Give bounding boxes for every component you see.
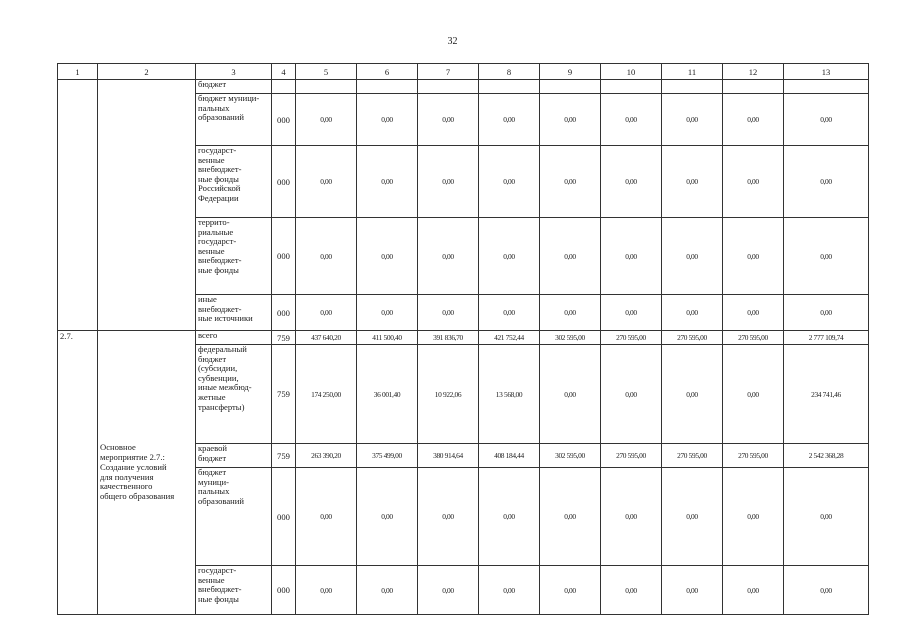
value-cell: 0,00 bbox=[723, 468, 784, 566]
funding-source-cell: бюджет bbox=[196, 80, 272, 94]
value-cell: 270 595,00 bbox=[601, 331, 662, 345]
value-cell: 0,00 bbox=[723, 295, 784, 331]
value-cell: 0,00 bbox=[357, 566, 418, 615]
value-cell: 0,00 bbox=[723, 345, 784, 444]
value-cell bbox=[662, 80, 723, 94]
funding-source-cell: всего bbox=[196, 331, 272, 345]
funding-source-cell: государст- венные внебюджет- ные фонды Российской Федерации bbox=[196, 146, 272, 218]
funding-source-cell: бюджет муници- пальных образований bbox=[196, 94, 272, 146]
code-cell: 759 bbox=[272, 444, 296, 468]
value-cell: 0,00 bbox=[418, 146, 479, 218]
value-cell: 0,00 bbox=[357, 94, 418, 146]
value-cell: 0,00 bbox=[540, 345, 601, 444]
column-header: 12 bbox=[723, 64, 784, 80]
value-cell: 0,00 bbox=[418, 566, 479, 615]
value-cell: 0,00 bbox=[357, 295, 418, 331]
value-cell bbox=[296, 80, 357, 94]
table-row bbox=[58, 331, 869, 345]
code-cell: 000 bbox=[272, 566, 296, 615]
value-cell: 0,00 bbox=[723, 218, 784, 295]
value-cell: 0,00 bbox=[723, 566, 784, 615]
value-cell: 0,00 bbox=[418, 218, 479, 295]
value-cell: 0,00 bbox=[296, 295, 357, 331]
funding-source-cell: краевой бюджет bbox=[196, 444, 272, 468]
value-cell: 0,00 bbox=[296, 566, 357, 615]
value-cell: 0,00 bbox=[723, 146, 784, 218]
value-cell: 0,00 bbox=[784, 566, 869, 615]
column-header: 5 bbox=[296, 64, 357, 80]
value-cell: 302 595,00 bbox=[540, 444, 601, 468]
value-cell: 0,00 bbox=[357, 146, 418, 218]
value-cell: 0,00 bbox=[479, 295, 540, 331]
value-cell: 0,00 bbox=[296, 94, 357, 146]
value-cell: 0,00 bbox=[601, 295, 662, 331]
value-cell: 270 595,00 bbox=[601, 444, 662, 468]
column-header: 13 bbox=[784, 64, 869, 80]
value-cell: 0,00 bbox=[540, 146, 601, 218]
value-cell: 0,00 bbox=[479, 94, 540, 146]
column-header: 8 bbox=[479, 64, 540, 80]
value-cell: 0,00 bbox=[601, 94, 662, 146]
value-cell: 270 595,00 bbox=[723, 331, 784, 345]
value-cell: 0,00 bbox=[601, 345, 662, 444]
measure-name-cell: Основное мероприятие 2.7.: Создание условий для получения качественного общего образования bbox=[98, 331, 196, 615]
value-cell: 234 741,46 bbox=[784, 345, 869, 444]
budget-table bbox=[57, 63, 869, 615]
value-cell: 0,00 bbox=[479, 566, 540, 615]
value-cell: 375 499,00 bbox=[357, 444, 418, 468]
value-cell: 437 640,20 bbox=[296, 331, 357, 345]
column-header: 4 bbox=[272, 64, 296, 80]
value-cell: 0,00 bbox=[662, 295, 723, 331]
value-cell bbox=[479, 80, 540, 94]
value-cell: 36 001,40 bbox=[357, 345, 418, 444]
value-cell: 270 595,00 bbox=[662, 444, 723, 468]
code-cell bbox=[272, 80, 296, 94]
value-cell: 0,00 bbox=[540, 94, 601, 146]
value-cell: 270 595,00 bbox=[723, 444, 784, 468]
value-cell: 0,00 bbox=[357, 468, 418, 566]
value-cell: 0,00 bbox=[601, 146, 662, 218]
value-cell: 0,00 bbox=[601, 218, 662, 295]
value-cell: 0,00 bbox=[479, 468, 540, 566]
value-cell: 0,00 bbox=[296, 218, 357, 295]
code-cell: 000 bbox=[272, 295, 296, 331]
value-cell: 0,00 bbox=[479, 146, 540, 218]
column-header: 7 bbox=[418, 64, 479, 80]
value-cell: 0,00 bbox=[662, 345, 723, 444]
value-cell: 0,00 bbox=[662, 146, 723, 218]
value-cell: 0,00 bbox=[784, 94, 869, 146]
column-header: 3 bbox=[196, 64, 272, 80]
value-cell bbox=[784, 80, 869, 94]
page-number: 32 bbox=[447, 36, 458, 47]
value-cell: 0,00 bbox=[540, 566, 601, 615]
value-cell: 0,00 bbox=[540, 468, 601, 566]
value-cell: 0,00 bbox=[662, 94, 723, 146]
table-body bbox=[58, 80, 869, 615]
value-cell: 0,00 bbox=[540, 295, 601, 331]
value-cell bbox=[540, 80, 601, 94]
column-header: 10 bbox=[601, 64, 662, 80]
value-cell: 0,00 bbox=[296, 468, 357, 566]
value-cell bbox=[418, 80, 479, 94]
table-row bbox=[58, 80, 869, 94]
value-cell: 0,00 bbox=[601, 566, 662, 615]
funding-source-cell: террито- риальные государст- венные внебюджет- ные фонды bbox=[196, 218, 272, 295]
measure-index-cell: 2.7. bbox=[58, 331, 98, 615]
value-cell: 421 752,44 bbox=[479, 331, 540, 345]
column-header: 2 bbox=[98, 64, 196, 80]
column-header: 9 bbox=[540, 64, 601, 80]
value-cell: 0,00 bbox=[296, 146, 357, 218]
column-header: 6 bbox=[357, 64, 418, 80]
value-cell: 0,00 bbox=[418, 468, 479, 566]
index-cell bbox=[58, 80, 98, 331]
value-cell: 0,00 bbox=[662, 468, 723, 566]
value-cell: 13 568,00 bbox=[479, 345, 540, 444]
column-header: 1 bbox=[58, 64, 98, 80]
value-cell bbox=[601, 80, 662, 94]
code-cell: 000 bbox=[272, 146, 296, 218]
value-cell: 270 595,00 bbox=[662, 331, 723, 345]
value-cell: 174 250,00 bbox=[296, 345, 357, 444]
value-cell: 0,00 bbox=[662, 566, 723, 615]
column-header-row bbox=[58, 64, 869, 80]
value-cell: 408 184,44 bbox=[479, 444, 540, 468]
code-cell: 000 bbox=[272, 94, 296, 146]
value-cell: 0,00 bbox=[540, 218, 601, 295]
code-cell: 000 bbox=[272, 218, 296, 295]
value-cell bbox=[723, 80, 784, 94]
value-cell: 0,00 bbox=[784, 146, 869, 218]
value-cell: 302 595,00 bbox=[540, 331, 601, 345]
measure-name-cell bbox=[98, 80, 196, 331]
value-cell: 0,00 bbox=[784, 218, 869, 295]
code-cell: 000 bbox=[272, 468, 296, 566]
value-cell: 0,00 bbox=[418, 295, 479, 331]
value-cell: 0,00 bbox=[662, 218, 723, 295]
column-header: 11 bbox=[662, 64, 723, 80]
value-cell: 0,00 bbox=[479, 218, 540, 295]
funding-source-cell: федеральный бюджет (субсидии, субвенции, иные межбюд- жетные трансферты) bbox=[196, 345, 272, 444]
value-cell: 0,00 bbox=[784, 295, 869, 331]
code-cell: 759 bbox=[272, 345, 296, 444]
value-cell: 0,00 bbox=[418, 94, 479, 146]
value-cell: 2 542 368,28 bbox=[784, 444, 869, 468]
value-cell: 391 836,70 bbox=[418, 331, 479, 345]
value-cell: 411 500,40 bbox=[357, 331, 418, 345]
value-cell: 0,00 bbox=[357, 218, 418, 295]
value-cell: 0,00 bbox=[601, 468, 662, 566]
value-cell: 2 777 109,74 bbox=[784, 331, 869, 345]
value-cell bbox=[357, 80, 418, 94]
funding-source-cell: иные внебюджет- ные источники bbox=[196, 295, 272, 331]
funding-source-cell: государст- венные внебюджет- ные фонды bbox=[196, 566, 272, 615]
value-cell: 380 914,64 bbox=[418, 444, 479, 468]
value-cell: 263 390,20 bbox=[296, 444, 357, 468]
value-cell: 0,00 bbox=[784, 468, 869, 566]
value-cell: 0,00 bbox=[723, 94, 784, 146]
code-cell: 759 bbox=[272, 331, 296, 345]
value-cell: 10 922,06 bbox=[418, 345, 479, 444]
funding-source-cell: бюджет муници- пальных образований bbox=[196, 468, 272, 566]
